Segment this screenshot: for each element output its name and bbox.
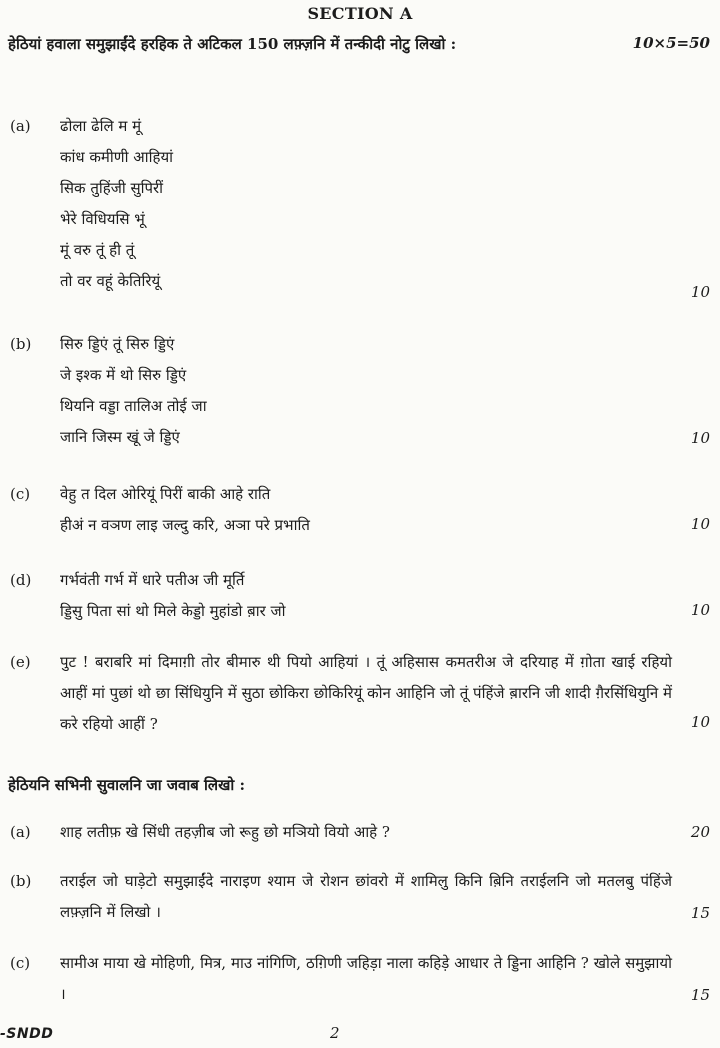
verse-line: गर्भवंती गर्भ में धारे पतीअ जी मूर्ति [60,571,245,589]
verse-line: सिरु ड्डिएं तूं सिरु ड्डिएं [60,335,175,353]
page-number: 2 [330,1024,340,1042]
question-lines [60,329,672,453]
question-marks: 10 [690,601,710,619]
instruction-2-text: हेठियनि सभिनी सुवालनि जा जवाब लिखो : [8,776,246,794]
instruction-1 [8,34,710,54]
question-marks: 20 [690,823,710,841]
verse-line: जानि जिस्म खूं जे ड्डिएं [60,428,180,446]
verse-line: ड्डिसु पिता सां थो मिले केड्डो मुहांडो ब़ार जो [60,602,286,620]
question-label: (c) [10,485,31,503]
verse-line: वेहु त दिल ओरियूं पिरीं बाकी आहे राति [60,485,271,503]
paper-code: -SNDD [0,1026,54,1042]
question-marks: 15 [690,986,710,1004]
question-label: (e) [10,653,31,671]
question-label: (b) [10,872,32,890]
question-lines [60,948,672,1010]
question-lines [60,647,672,740]
question-label: (a) [10,823,31,841]
question-marks: 10 [690,713,710,731]
section-title: SECTION A [307,4,413,23]
verse-line: हीअं न वञण लाइ जल्दु करि, अञा परे प्रभाति [60,516,310,534]
question-text: शाह लतीफ़ खे सिंधी तहज़ीब जो रूहु छो मञियो वियो आहे ? [60,823,390,841]
question-label: (d) [10,571,32,589]
question-label: (a) [10,117,31,135]
question-lines [60,479,672,541]
question-marks: 10 [690,283,710,301]
verse-line: भेरे विधियसि भूं [60,210,145,228]
question-marks: 15 [690,904,710,922]
verse-line: जे इश्क में थो सिरु ड्डिएं [60,366,187,384]
verse-line: मूं वरु तूं ही तूं [60,241,135,259]
verse-line: थियनि वड्डा तालिअ तोई जा [60,397,207,415]
verse-line: सिक तुहिंजी सुपिरीं [60,179,164,197]
instruction-1-marks: 10×5=50 [632,34,710,52]
instruction-2 [8,775,710,795]
prose-paragraph: पुट ! बराबरि मां दिमाग़ी तोर बीमारु थी पियो आहियां । तूं अहिसास कमतरीअ जे दरियाह में ग़ोता खाई रहियो आहीं मां पुछां थो छा सिंधियुनि में सुठा छोकिरा छोकिरियूं कोन आहिनि जो तूं पंहिंजे ब़ारनि जी शादी ग़ैरसिंधियुनि में करे रहियो आहीं ? [60,653,672,733]
question-lines [60,817,672,848]
question-lines [60,565,672,627]
instruction-1-text: हेठियां हवाला समुझाईंदे हरहिक ते अटिकल 150 लफ़्ज़नि में तन्कीदी नोटु लिखो : [8,35,457,53]
question-text: सामीअ माया खे मोहिणी, मित्र, माउ नांगिणि, ठग़िणी जहिड़ा नाला कहिड़े आधार ते ड्डिना आहिनि ? खोले समुझायो । [60,954,672,1003]
question-lines [60,866,672,928]
verse-line: ढोला ढेलि म मूं [60,117,142,135]
question-marks: 10 [690,429,710,447]
question-marks: 10 [690,515,710,533]
question-label: (c) [10,954,31,972]
question-lines [60,111,672,297]
question-label: (b) [10,335,32,353]
verse-line: कांध कमीणी आहियां [60,148,174,166]
verse-line: तो वर वहूं केतिरियूं [60,272,161,290]
question-text: तराईल जो घाड़ेटो समुझाईंदे नाराइण श्याम जे रोशन छांवरो में शामिलु किनि ब़िनि तराईलनि जो मतलबु पंहिंजे लफ़्ज़नि में लिखो । [60,872,672,921]
